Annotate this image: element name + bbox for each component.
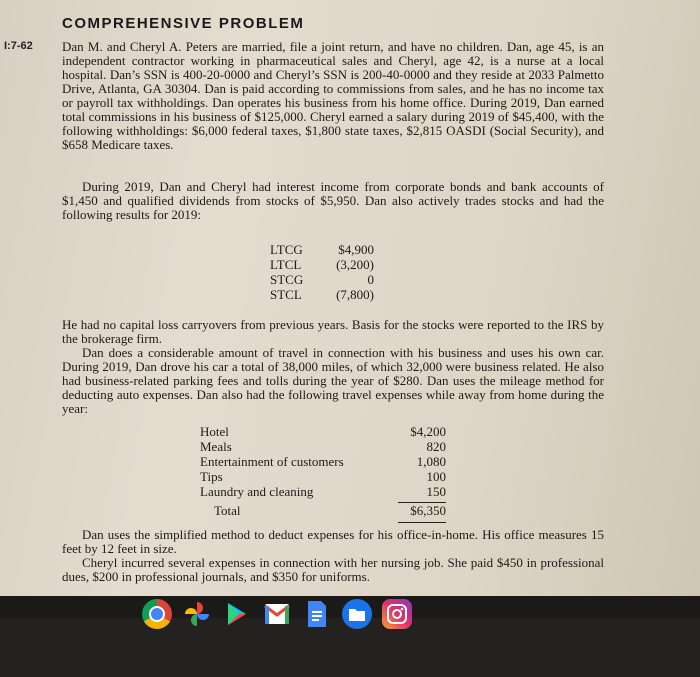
row-label: Total xyxy=(214,503,241,518)
row-value: 100 xyxy=(426,469,446,484)
table-row xyxy=(270,242,374,257)
row-value: 0 xyxy=(367,272,374,287)
chrome-icon[interactable] xyxy=(142,599,172,629)
table-row xyxy=(270,257,374,272)
paragraph-office: Dan uses the simplified method to deduct expenses for his office-in-home. His office measures 15 feet by 12 feet in size. xyxy=(62,527,604,556)
row-value: $4,200 xyxy=(410,424,446,439)
problem-number: I:7-62 xyxy=(4,40,33,52)
row-label: Tips xyxy=(200,469,223,484)
row-value: (7,800) xyxy=(336,287,374,302)
table-row xyxy=(200,469,446,484)
paragraph-nursing: Cheryl incurred several expenses in connection with her nursing job. She paid $450 in professional dues, $200 in professional journals, and $350 for uniforms. xyxy=(62,555,604,584)
row-value: $4,900 xyxy=(338,242,374,257)
taskbar xyxy=(0,596,700,677)
paragraph-interest: During 2019, Dan and Cheryl had interest income from corporate bonds and bank accounts of $1,450 and qualified dividends from stocks of $5,950. Dan also actively trades stocks and had the following results for 2019: xyxy=(62,179,604,222)
row-label: STCL xyxy=(270,287,302,302)
row-label: Meals xyxy=(200,439,232,454)
gmail-icon[interactable] xyxy=(262,599,292,629)
row-value: 150 xyxy=(426,484,446,499)
paragraph-carryover: He had no capital loss carryovers from previous years. Basis for the stocks were reported to the IRS by the brokerage firm. xyxy=(62,317,604,346)
table-row xyxy=(200,484,446,499)
row-value: $6,350 xyxy=(410,503,446,518)
instagram-icon[interactable] xyxy=(382,599,412,629)
files-icon[interactable] xyxy=(342,599,372,629)
row-value: 1,080 xyxy=(416,454,446,469)
row-label: STCG xyxy=(270,272,304,287)
paragraph-travel: Dan does a considerable amount of travel in connection with his business and uses his own car. During 2019, Dan drove his car a total of 38,000 miles, of which 32,000 were business related. He also had business-related parking fees and tolls during the year of $280. Dan uses the mileage method for deducting auto expenses. Dan also had the following travel expenses while away from home during the year: xyxy=(62,345,604,416)
total-rule xyxy=(398,502,446,503)
table-row xyxy=(200,424,446,439)
paragraph-intro: Dan M. and Cheryl A. Peters are married, file a joint return, and have no children. Dan, age 45, is an independent contractor working in pharmaceutical sales and Cheryl, age 42, is a nurse at a local hospital. Dan’s SSN is 400-20-0000 and Cheryl’s SSN is 200-40-0000 and they reside at 2033 Palmetto Drive, Atlanta, GA 30304. Dan is paid according to commissions from sales, and he has no income tax or payroll tax withholdings. Dan operates his business from his home office. During 2019, Dan earned total commissions in his business of $125,000. Cheryl earned a salary during 2019 of $45,400, with the following withholdings: $6,000 federal taxes, $1,800 state taxes, $2,815 OASDI (Social Security), and $658 Medicare taxes. xyxy=(62,39,604,152)
row-label: Laundry and cleaning xyxy=(200,484,314,499)
row-value: (3,200) xyxy=(336,257,374,272)
table-row xyxy=(270,287,374,302)
docs-icon[interactable] xyxy=(302,599,332,629)
photos-icon[interactable] xyxy=(182,599,212,629)
row-label: LTCL xyxy=(270,257,302,272)
page-heading: COMPREHENSIVE PROBLEM xyxy=(62,15,305,32)
row-value: 820 xyxy=(426,439,446,454)
table-row xyxy=(200,439,446,454)
total-underline xyxy=(398,522,446,523)
row-label: LTCG xyxy=(270,242,303,257)
table-total-row xyxy=(200,503,446,518)
row-label: Hotel xyxy=(200,424,229,439)
capital-gains-table xyxy=(270,242,374,302)
table-row xyxy=(270,272,374,287)
table-row xyxy=(200,454,446,469)
row-label: Entertainment of customers xyxy=(200,454,344,469)
travel-expenses-table xyxy=(200,424,446,518)
play-store-icon[interactable] xyxy=(222,599,252,629)
